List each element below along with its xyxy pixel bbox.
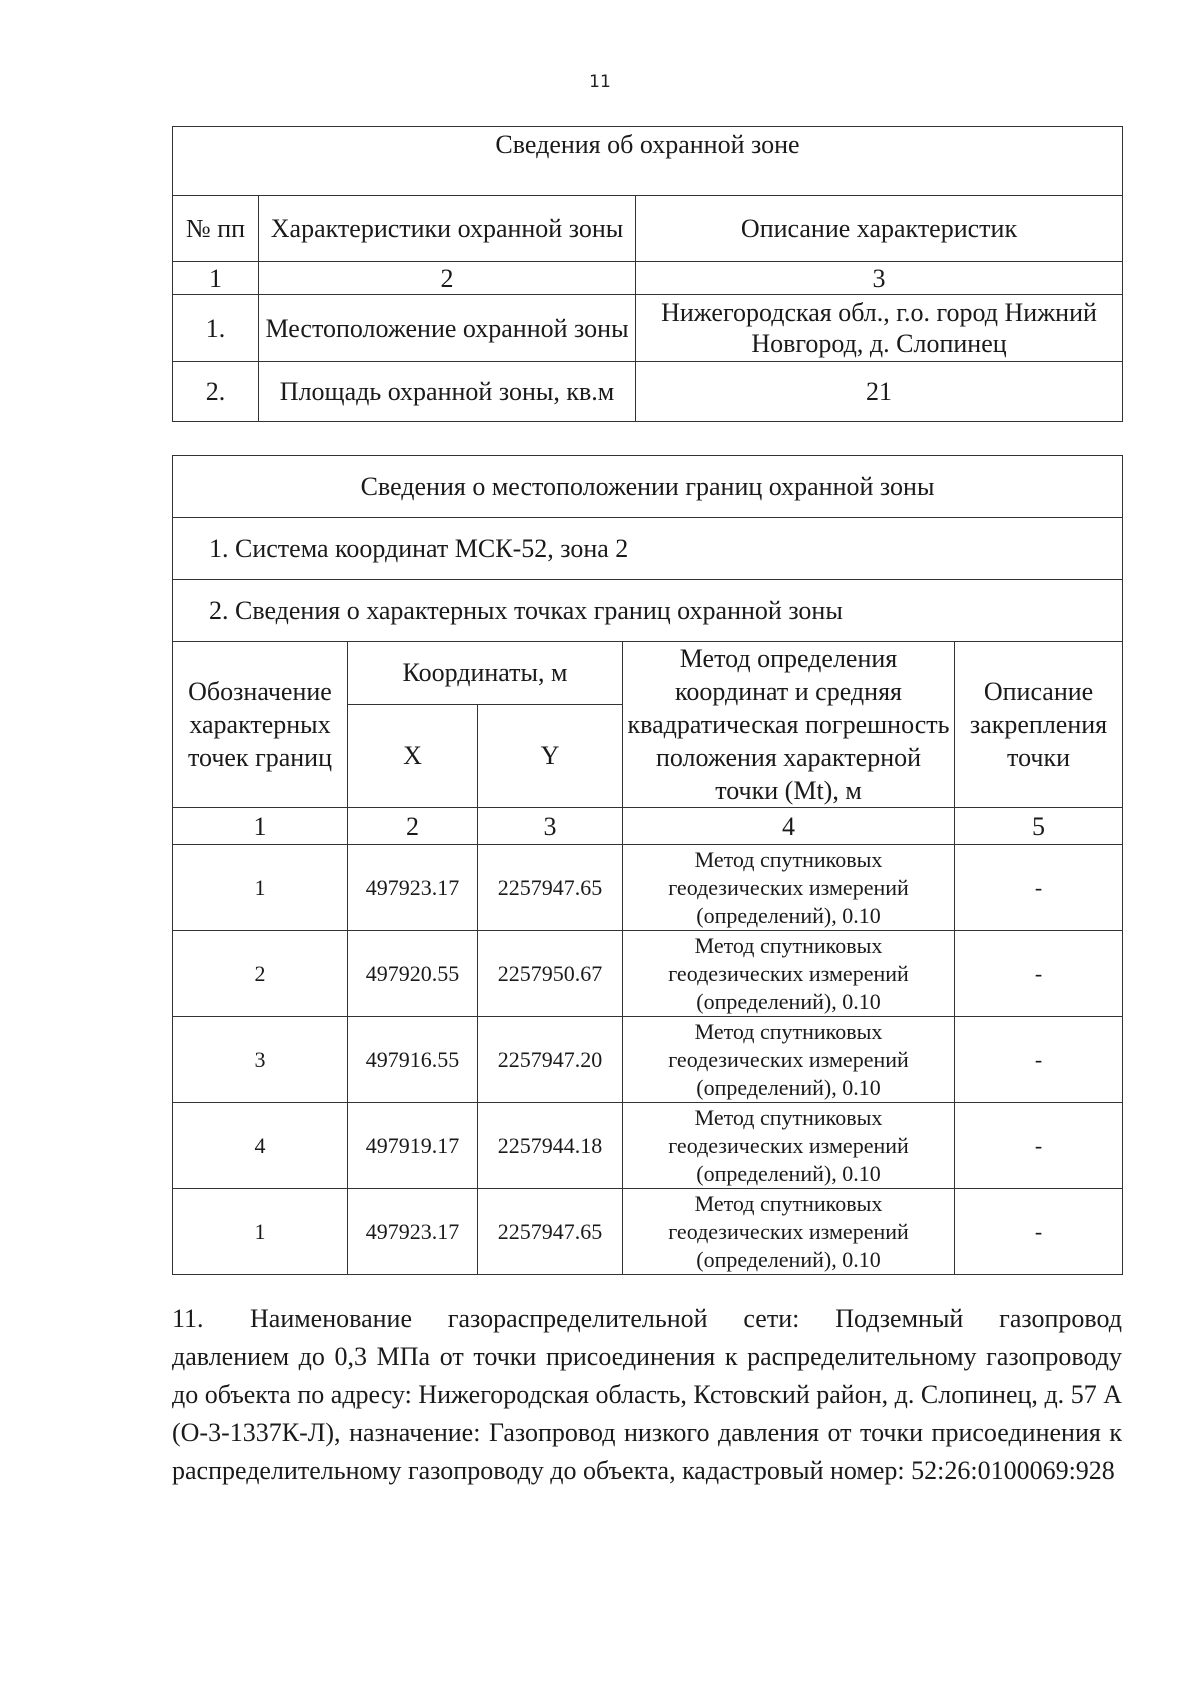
point-x: 497916.55	[348, 1017, 478, 1103]
point-x: 497920.55	[348, 931, 478, 1017]
header-x: X	[348, 704, 478, 807]
index-cell: 4	[623, 808, 955, 845]
table-row	[173, 1103, 1123, 1189]
index-cell: 2	[259, 262, 636, 295]
header-method: Метод определения координат и средняя квадратическая погрешность положения характерной точки (Mt), м	[623, 642, 955, 808]
coordinate-system: 1. Система координат МСК-52, зона 2	[173, 518, 1123, 580]
points-title: 2. Сведения о характерных точках границ охранной зоны	[173, 580, 1123, 642]
point-y: 2257947.65	[478, 845, 623, 931]
protection-zone-table	[172, 126, 1123, 422]
row-num: 2.	[173, 362, 259, 422]
point-y: 2257947.65	[478, 1189, 623, 1275]
header-num: № пп	[173, 196, 259, 262]
point-method: Метод спутниковых геодезических измерений (определений), 0.10	[623, 1103, 955, 1189]
point-y: 2257944.18	[478, 1103, 623, 1189]
boundaries-title: Сведения о местоположении границ охранной зоны	[173, 456, 1123, 518]
protection-zone-title: Сведения об охранной зоне	[173, 127, 1123, 196]
point-id: 4	[173, 1103, 348, 1189]
table-row	[173, 931, 1123, 1017]
index-cell: 1	[173, 262, 259, 295]
header-coords: Координаты, м	[348, 642, 623, 705]
row-value: Нижегородская обл., г.о. город Нижний Новгород, д. Слопинец	[636, 295, 1123, 362]
point-id: 1	[173, 845, 348, 931]
index-cell: 3	[478, 808, 623, 845]
point-x: 497923.17	[348, 1189, 478, 1275]
index-cell: 5	[955, 808, 1123, 845]
table-row	[173, 1189, 1123, 1275]
row-num: 1.	[173, 295, 259, 362]
point-id: 2	[173, 931, 348, 1017]
point-method: Метод спутниковых геодезических измерений (определений), 0.10	[623, 1017, 955, 1103]
paragraph-number: 11.	[172, 1304, 204, 1333]
page-number: 11	[589, 72, 611, 92]
header-description: Описание характеристик	[636, 196, 1123, 262]
point-y: 2257947.20	[478, 1017, 623, 1103]
row-value: 21	[636, 362, 1123, 422]
point-method: Метод спутниковых геодезических измерений (определений), 0.10	[623, 1189, 955, 1275]
table-row	[173, 845, 1123, 931]
boundaries-table	[172, 455, 1123, 1275]
point-method: Метод спутниковых геодезических измерений (определений), 0.10	[623, 931, 955, 1017]
index-cell: 3	[636, 262, 1123, 295]
header-fixing: Описание закрепления точки	[955, 642, 1123, 808]
row-name: Площадь охранной зоны, кв.м	[259, 362, 636, 422]
index-cell: 1	[173, 808, 348, 845]
index-cell: 2	[348, 808, 478, 845]
header-designation: Обозначение характерных точек границ	[173, 642, 348, 808]
paragraph-text: Наименование газораспределительной сети: Подземный газопровод давлением до 0,3 МПа от точки присоединения к распределительному газопроводу до объекта по адресу: Нижегородская область, Кстовский район, д. Слопинец, д. 57 А (О-3-1337К-Л), назначение: Газопровод низкого давления от точки присоединения к распределительному газопроводу до объекта, кадастровый номер: 52:26:0100069:928	[172, 1304, 1122, 1485]
point-fixing: -	[955, 1189, 1123, 1275]
point-id: 3	[173, 1017, 348, 1103]
header-y: Y	[478, 704, 623, 807]
header-characteristics: Характеристики охранной зоны	[259, 196, 636, 262]
point-id: 1	[173, 1189, 348, 1275]
row-name: Местоположение охранной зоны	[259, 295, 636, 362]
point-fixing: -	[955, 931, 1123, 1017]
point-method: Метод спутниковых геодезических измерений (определений), 0.10	[623, 845, 955, 931]
point-fixing: -	[955, 1103, 1123, 1189]
point-fixing: -	[955, 1017, 1123, 1103]
network-description-paragraph	[172, 1300, 1122, 1490]
point-x: 497919.17	[348, 1103, 478, 1189]
point-y: 2257950.67	[478, 931, 623, 1017]
point-fixing: -	[955, 845, 1123, 931]
table-row	[173, 1017, 1123, 1103]
point-x: 497923.17	[348, 845, 478, 931]
